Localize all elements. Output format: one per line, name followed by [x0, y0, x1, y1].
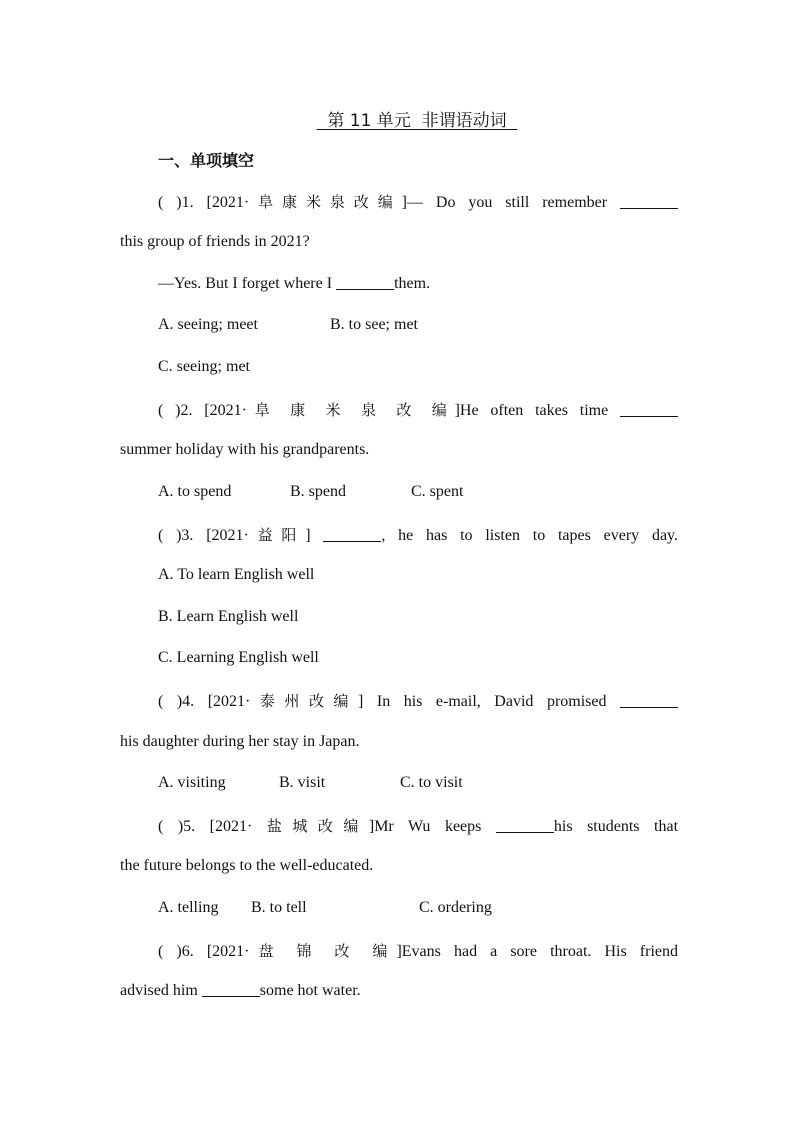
question-1-reply — [158, 272, 716, 296]
q4-option-b[interactable]: B. visit — [279, 774, 326, 791]
unit-title: 第 11 单元 非谓语动词 — [316, 111, 518, 131]
question-2-text: ]He often takes time — [454, 402, 609, 419]
q4-option-a[interactable]: A. visiting — [158, 774, 226, 791]
q2-option-a[interactable]: A. to spend — [158, 483, 232, 500]
answer-blank[interactable] — [202, 982, 260, 997]
question-1-cont: this group of friends in 2021? — [120, 233, 310, 250]
q5-option-a[interactable]: A. telling — [158, 899, 219, 916]
question-6 — [120, 939, 678, 964]
question-4-source: 泰州改编 — [250, 692, 359, 710]
question-2-source: 阜 康 米 泉 改 编 — [246, 401, 455, 419]
question-1-reply-a: —Yes. But I forget where I — [158, 275, 333, 292]
question-3-open: ( )3. [2021· — [158, 527, 249, 544]
question-6-cont — [120, 979, 678, 1003]
question-1-reply-b: them. — [394, 275, 431, 292]
question-5-text: ]Mr Wu keeps — [368, 818, 482, 835]
question-3-source: 益阳 — [248, 526, 306, 544]
answer-blank[interactable] — [620, 402, 678, 417]
q2-option-c[interactable]: C. spent — [411, 483, 464, 500]
question-6-text: ]Evans had a sore throat. His friend — [396, 943, 678, 960]
question-1-source: 阜康米泉改编 — [249, 193, 402, 211]
q5-option-c[interactable]: C. ordering — [419, 899, 492, 916]
question-6-cont-b: some hot water. — [259, 982, 361, 999]
question-5-source: 盐城改编 — [266, 817, 369, 835]
answer-blank[interactable] — [620, 693, 678, 708]
q2-option-b[interactable]: B. spend — [290, 483, 346, 500]
question-6-cont-a: advised him — [120, 982, 198, 999]
question-4-text: ] In his e-mail, David promised — [358, 693, 607, 710]
question-2-cont: summer holiday with his grandparents. — [120, 441, 370, 458]
question-1-open: ( )1. [2021· — [158, 194, 250, 211]
q1-option-b[interactable]: B. to see; met — [330, 316, 418, 333]
question-1 — [120, 190, 678, 215]
answer-blank[interactable] — [323, 527, 381, 542]
question-5 — [120, 814, 678, 839]
q5-option-b[interactable]: B. to tell — [251, 899, 307, 916]
question-3-text: ] — [305, 527, 311, 544]
question-5-text2: his students that — [553, 818, 679, 835]
question-5-open: ( )5. [2021· — [158, 818, 267, 835]
question-6-source: 盘 锦 改 编 — [249, 942, 397, 960]
question-4 — [120, 689, 678, 714]
answer-blank[interactable] — [496, 818, 554, 833]
q3-option-a[interactable]: A. To learn English well — [158, 566, 315, 583]
question-5-cont: the future belongs to the well-educated. — [120, 857, 374, 874]
q3-option-c[interactable]: C. Learning English well — [158, 649, 319, 666]
q3-option-b[interactable]: B. Learn English well — [158, 608, 299, 625]
question-2-open: ( )2. [2021· — [158, 402, 247, 419]
question-3-text2: , he has to listen to tapes every day. — [381, 527, 679, 544]
q1-option-c[interactable]: C. seeing; met — [158, 358, 250, 375]
question-3 — [120, 523, 678, 548]
question-2 — [120, 398, 678, 423]
q1-option-a[interactable]: A. seeing; meet — [158, 316, 258, 333]
answer-blank[interactable] — [336, 275, 394, 290]
question-4-cont: his daughter during her stay in Japan. — [120, 733, 360, 750]
section-heading: 一、单项填空 — [158, 151, 255, 170]
question-4-open: ( )4. [2021· — [158, 693, 251, 710]
answer-blank[interactable] — [620, 194, 678, 209]
question-6-open: ( )6. [2021· — [158, 943, 250, 960]
q4-option-c[interactable]: C. to visit — [400, 774, 463, 791]
question-1-text: ]— Do you still remember — [401, 194, 608, 211]
